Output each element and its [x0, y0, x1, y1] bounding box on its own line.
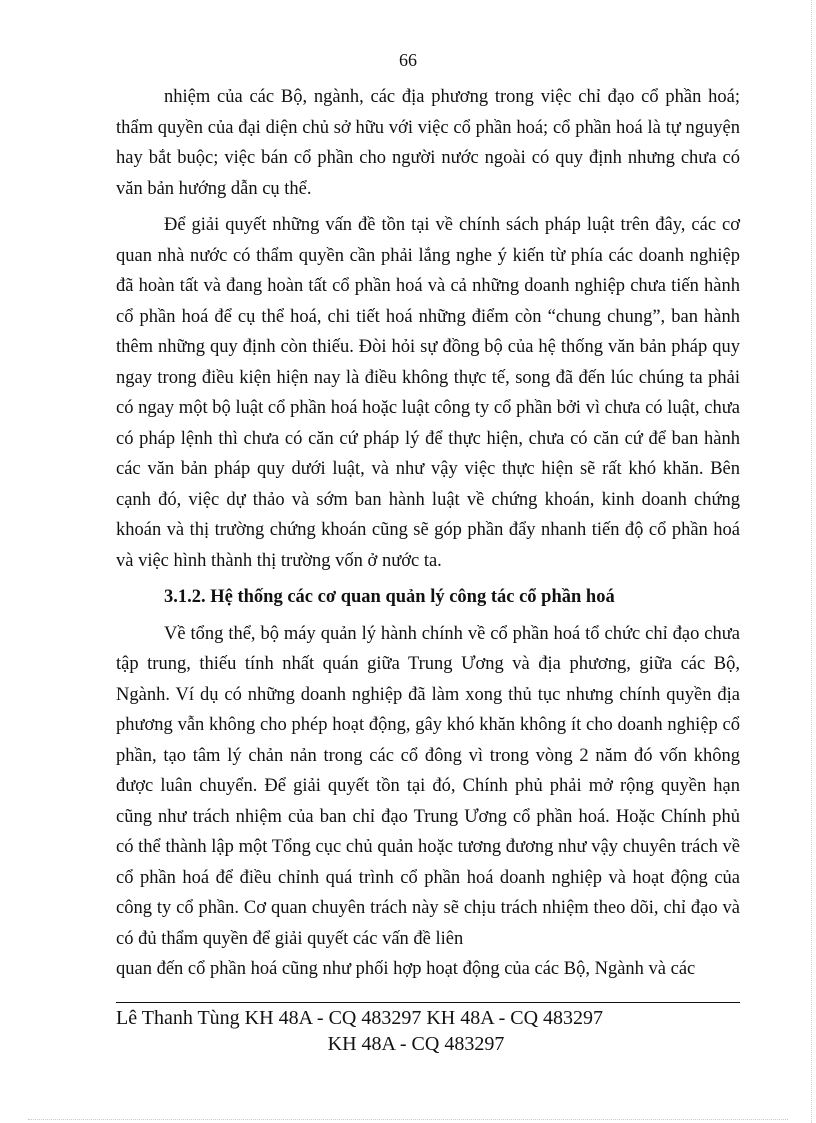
page-number: 66: [399, 50, 417, 70]
page-footer: [116, 1002, 740, 1057]
page-edge-rule: [811, 0, 812, 1123]
paragraph-3-last-line: quan đến cổ phần hoá cũng như phối hợp hoạt động của các Bộ, Ngành và các: [116, 959, 696, 979]
paragraph-2: Để giải quyết những vấn đề tồn tại về chính sách pháp luật trên đây, các cơ quan nhà nước có thẩm quyền cần phải lắng nghe ý kiến từ phía các doanh nghiệp đã hoàn tất và đang hoàn tất cổ phần hoá và cả những doanh nghiệp chưa tiến hành cổ phần hoá để cụ thể hoá, chi tiết hoá những điểm còn “chung chung”, ban hành thêm những quy định còn thiếu. Đòi hỏi sự đồng bộ của hệ thống văn bản pháp quy ngay trong điều kiện hiện nay là điều không thực tế, song đã đến lúc chúng ta phải có ngay một bộ luật cổ phần hoá hoặc luật công ty cổ phần bởi vì chưa có luật, chưa có pháp lệnh thì chưa có căn cứ pháp lý để thực hiện, chưa có căn cứ để ban hành các văn bản pháp quy dưới luật, và như vậy việc thực hiện sẽ rất khó khăn. Bên cạnh đó, việc dự thảo và sớm ban hành luật về chứng khoán, kinh doanh chứng khoán và thị trường chứng khoán cũng sẽ góp phần đẩy nhanh tiến độ cổ phần hoá và việc hình thành thị trường vốn ở nước ta.: [116, 215, 740, 571]
section-heading: 3.1.2. Hệ thống các cơ quan quản lý công tác cổ phần hoá: [164, 587, 615, 607]
footer-code-line: KH 48A - CQ 483297: [327, 1033, 505, 1055]
footer-author-line: Lê Thanh Tùng KH 48A - CQ 483297 KH 48A - CQ 483297: [116, 1007, 604, 1029]
document-body: [116, 82, 740, 985]
page-bottom-rule: [28, 1119, 788, 1120]
paragraph-1: nhiệm của các Bộ, ngành, các địa phương trong việc chỉ đạo cổ phần hoá; thẩm quyền của đại diện chủ sở hữu với việc cổ phần hoá; cổ phần hoá là tự nguyện hay bắt buộc; việc bán cổ phần cho người nước ngoài có quy định nhưng chưa có văn bản hướng dẫn cụ thể.: [116, 87, 740, 199]
paragraph-3: Về tổng thể, bộ máy quản lý hành chính về cổ phần hoá tổ chức chỉ đạo chưa tập trung, thiếu tính nhất quán giữa Trung Ương và địa phương, giữa các Bộ, Ngành. Ví dụ có những doanh nghiệp đã làm xong thủ tục nhưng chính quyền địa phương vẫn không cho phép hoạt động, gây khó khăn không ít cho doanh nghiệp cổ phần, tạo tâm lý chản nản trong các cổ đông vì trong vòng 2 năm đó vốn không được luân chuyển. Để giải quyết tồn tại đó, Chính phủ phải mở rộng quyền hạn cũng như trách nhiệm của ban chỉ đạo Trung Ương cổ phần hoá. Hoặc Chính phủ có thể thành lập một Tổng cục chủ quản hoặc tương đương như vậy chuyên trách về cổ phần hoá để điều chỉnh quá trình cổ phần hoá doanh nghiệp và hoạt động của công ty cổ phần. Cơ quan chuyên trách này sẽ chịu trách nhiệm theo dõi, chỉ đạo và có đủ thẩm quyền để giải quyết các vấn đề liên: [116, 623, 740, 949]
